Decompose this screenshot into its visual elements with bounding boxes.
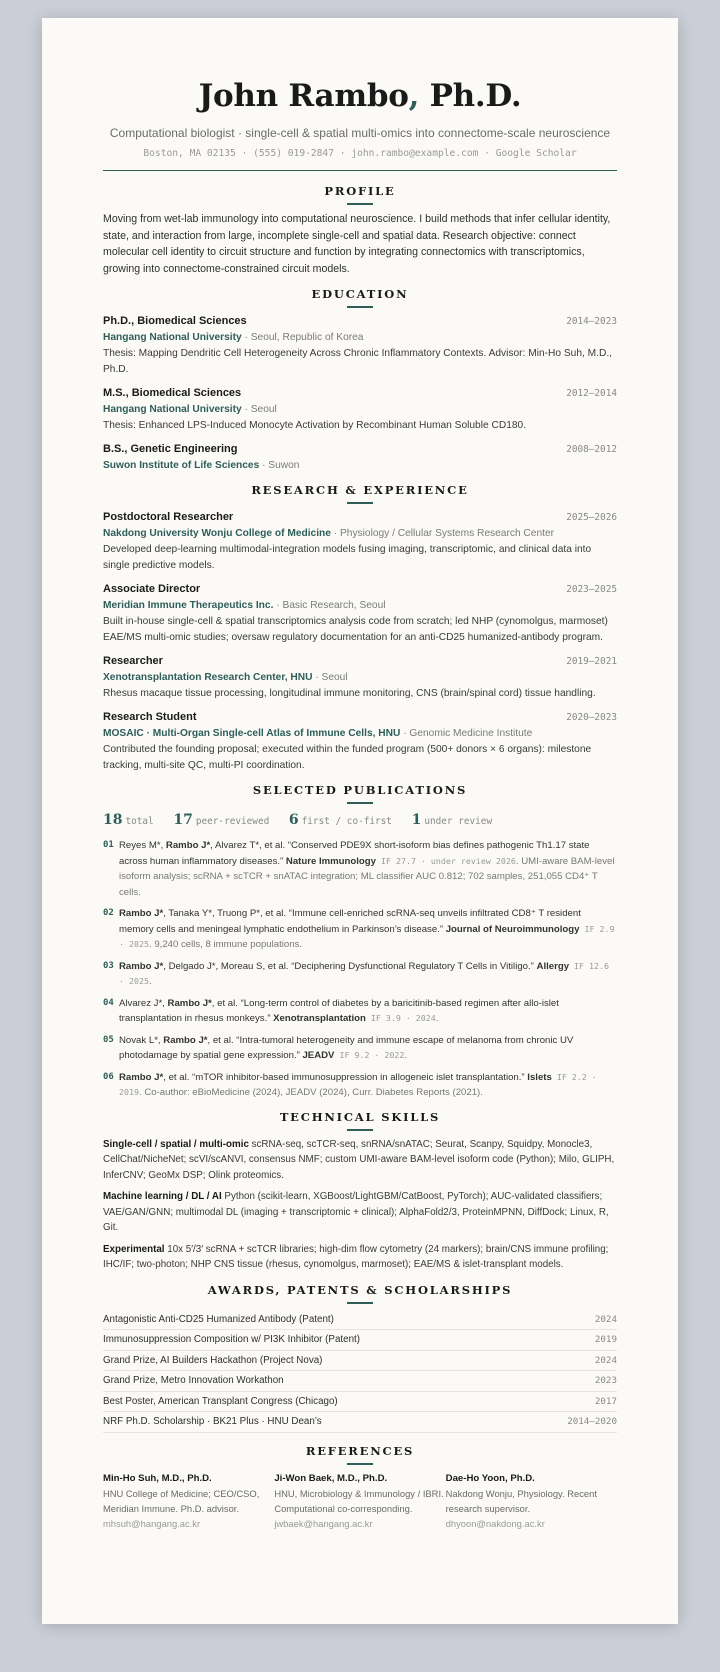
- entry-title: Research Student: [103, 711, 197, 723]
- contact-sep: ·: [235, 148, 254, 159]
- section-heading-skills: [103, 1109, 617, 1131]
- section-underline: [347, 1129, 373, 1131]
- publication-item: [103, 959, 617, 990]
- education-entry: [103, 313, 617, 378]
- section-title: REFERENCES: [305, 1443, 415, 1458]
- journal-meta: IF 2.2 · 2019: [119, 1071, 597, 1097]
- entry-description: Contributed the founding proposal; executed within the funded program (500+ donors × 6 organs): milestone tracking, multi-site QC, multi-PI coordination.: [103, 744, 592, 771]
- google-scholar-link[interactable]: Google Scholar: [495, 148, 577, 159]
- tagline: Computational biologist · single-cell & spatial multi-omics into connectome-scale neuroscience: [109, 126, 611, 140]
- stat-under-review: [411, 812, 493, 828]
- education-entry: [103, 441, 617, 474]
- award-row: [103, 1330, 617, 1351]
- authors-title: , et al. “Intra-tumoral heterogeneity and immune escape of melanoma from chronic UV photodamage by spatial gene expression.”: [119, 1034, 574, 1061]
- award-label: Grand Prize, Metro Innovation Workathon: [103, 1375, 284, 1386]
- entry-dates: 2008–2012: [566, 444, 617, 455]
- section-underline: [347, 502, 373, 504]
- entry-org: [103, 670, 617, 686]
- authors-before: Reyes M*,: [119, 840, 166, 851]
- reference-affiliation: Nakdong Wonju, Physiology. Recent research supervisor.: [445, 1487, 597, 1514]
- publication-number: 05: [103, 1034, 114, 1045]
- entry-org: [103, 402, 617, 418]
- reference-name: Dae-Ho Yoon, Ph.D.: [445, 1472, 535, 1484]
- org-location: · Seoul: [241, 404, 277, 415]
- section-title: PROFILE: [324, 184, 396, 198]
- entry-dates: 2025–2026: [566, 512, 617, 523]
- entry-org: [103, 726, 617, 742]
- org-location: · Basic Research, Seoul: [273, 600, 386, 611]
- org-location: · Genomic Medicine Institute: [400, 728, 533, 739]
- author-self: Rambo J*: [119, 908, 164, 919]
- award-row: [103, 1351, 617, 1372]
- publication-note: . Co-author: eBioMedicine (2024), JEADV (2024), Curr. Diabetes Reports (2021).: [138, 1087, 483, 1098]
- section-heading-awards: [103, 1282, 617, 1304]
- award-row: [103, 1412, 617, 1433]
- entry-description: Developed deep-learning multimodal-integration models fusing imaging, transcriptomic, and clinical data into single predictive models.: [103, 544, 592, 571]
- stat-first-author: [288, 812, 392, 828]
- section-title: AWARDS, PATENTS & SCHOLARSHIPS: [207, 1282, 513, 1297]
- section-heading-education: [103, 286, 617, 308]
- section-underline: [347, 306, 373, 308]
- org-location: · Seoul, Republic of Korea: [241, 332, 364, 343]
- journal-name: Xenotransplantation: [273, 1013, 366, 1024]
- entry-description: Rhesus macaque tissue processing, longitudinal immune monitoring, CNS (brain/spinal cord) tissue handling.: [103, 688, 596, 699]
- reference-affiliation: HNU, Microbiology & Immunology / IBRI. Computational co-corresponding.: [274, 1487, 444, 1514]
- section-title: RESEARCH & EXPERIENCE: [251, 483, 469, 497]
- skill-group: [103, 1242, 617, 1273]
- award-label: Grand Prize, AI Builders Hackathon (Project Nova): [103, 1354, 323, 1366]
- entry-org: [103, 598, 617, 614]
- stat-label: total: [125, 816, 154, 827]
- reference-affiliation: HNU College of Medicine; CEO/CSO, Meridian Immune. Ph.D. advisor.: [103, 1487, 260, 1514]
- publication-item: [103, 838, 617, 900]
- section-underline: [347, 802, 373, 804]
- section-title: SELECTED PUBLICATIONS: [252, 783, 468, 797]
- journal-name: JEADV: [302, 1050, 335, 1061]
- publication-number: 02: [103, 908, 114, 918]
- skill-group: [103, 1137, 617, 1184]
- entry-title: Postdoctoral Researcher: [103, 511, 234, 523]
- award-year: 2023: [594, 1375, 617, 1386]
- publication-number: 04: [103, 997, 114, 1008]
- entry-org: [103, 458, 617, 474]
- author-self: Rambo J*: [119, 960, 164, 972]
- award-label: Immunosuppression Composition w/ PI3K Inhibitor (Patent): [103, 1334, 361, 1345]
- resume-page: [42, 18, 678, 1624]
- publication-item: [103, 1033, 617, 1064]
- section-underline: [347, 203, 373, 205]
- publication-item: [103, 996, 617, 1027]
- authors-title: , et al. “Long-term control of diabetes by a baricitinib-based regimen after allo-islet transplantation in rhesus monkeys.”: [119, 997, 559, 1024]
- stat-peer-reviewed: [173, 812, 270, 828]
- contact-phone: (555) 019-2847: [253, 148, 334, 159]
- entry-title: Researcher: [103, 655, 163, 667]
- journal-meta: IF 27.7 · under review 2026: [375, 855, 516, 866]
- skill-label: Experimental: [103, 1243, 165, 1255]
- section-title: EDUCATION: [311, 287, 409, 301]
- journal-meta: IF 12.6 · 2025: [119, 960, 610, 986]
- contact-location: Boston, MA 02135: [143, 148, 236, 159]
- publication-item: [103, 1070, 617, 1101]
- resume-content: [103, 18, 617, 1531]
- publication-citation: [103, 959, 617, 990]
- skill-group: [103, 1189, 617, 1236]
- org-location: · Seoul: [312, 672, 348, 683]
- publication-citation: [103, 838, 617, 900]
- experience-entry: [103, 653, 617, 702]
- publication-note: .: [404, 1050, 408, 1061]
- award-year: 2019: [594, 1334, 617, 1345]
- publication-note: .: [435, 1013, 439, 1024]
- entry-dates: 2023–2025: [566, 584, 617, 595]
- journal-name: Islets: [527, 1071, 552, 1083]
- section-heading-experience: [103, 482, 617, 504]
- authors-title: , Alvarez T*, et al. “Conserved PDE9X short-isoform bias defines pathogenic Th1.17 state across human inflammatory diseases.”: [119, 840, 590, 867]
- entry-dates: 2014–2023: [566, 316, 617, 327]
- entry-title: Associate Director: [103, 583, 201, 595]
- entry-title: B.S., Genetic Engineering: [103, 443, 238, 455]
- award-row: [103, 1371, 617, 1392]
- org-name: Nakdong University Wonju College of Medicine: [103, 528, 331, 539]
- skill-label: Single-cell / spatial / multi-omic: [103, 1138, 249, 1150]
- contact-sep: ·: [478, 148, 496, 159]
- stat-label: peer-reviewed: [195, 816, 270, 827]
- reference-name: Ji-Won Baek, M.D., Ph.D.: [274, 1472, 388, 1484]
- references-row: [103, 1471, 617, 1531]
- publication-item: [103, 906, 617, 953]
- author-self: Rambo J*: [119, 1071, 164, 1083]
- publication-note: . 9,240 cells, 8 immune populations.: [148, 939, 303, 950]
- skill-text: 10x 5′/3′ scRNA + scTCR libraries; high-dim flow cytometry (24 markers); brain/CNS immune profiling; IHC/IF; two-photon; NHP CNS tissue (rhesus, cynomolgus, marmoset); EAE/MS & islet-transplant models.: [103, 1243, 609, 1270]
- entry-dates: 2019–2021: [566, 656, 617, 667]
- name-comma: ,: [408, 78, 420, 114]
- journal-name: Nature Immunology: [285, 855, 376, 867]
- award-label: Antagonistic Anti-CD25 Humanized Antibody (Patent): [103, 1313, 334, 1325]
- org-name: Hangang National University: [103, 404, 242, 415]
- entry-dates: 2012–2014: [566, 388, 617, 399]
- experience-entry: [103, 709, 617, 774]
- award-label: NRF Ph.D. Scholarship · BK21 Plus · HNU Dean’s: [103, 1416, 322, 1427]
- award-year: 2014–2020: [567, 1416, 617, 1427]
- authors-title: , Delgado J*, Moreau S, et al. “Deciphering Dysfunctional Regulatory T Cells in Vitiligo.”: [163, 960, 537, 972]
- entry-title: Ph.D., Biomedical Sciences: [103, 315, 247, 327]
- entry-title: M.S., Biomedical Sciences: [103, 387, 242, 399]
- author-self: Rambo J*: [163, 1034, 208, 1046]
- section-underline: [347, 1463, 373, 1465]
- reference-card: [274, 1471, 445, 1531]
- stat-number: 1: [411, 812, 422, 828]
- publication-citation: [103, 1070, 617, 1101]
- publication-stats: [103, 810, 617, 832]
- publication-number: 01: [103, 840, 114, 850]
- entry-org: [103, 526, 617, 542]
- section-underline: [347, 1302, 373, 1304]
- journal-name: Journal of Neuroimmunology: [445, 923, 580, 935]
- authors-title: , et al. “mTOR inhibitor-based immunosuppression in allogeneic islet transplantation.”: [163, 1071, 528, 1083]
- org-location: · Suwon: [259, 460, 300, 471]
- publication-number: 06: [103, 1071, 114, 1082]
- org-name: Meridian Immune Therapeutics Inc.: [103, 600, 274, 611]
- contact-line: [103, 145, 617, 163]
- authors-before: Novak L*,: [119, 1034, 164, 1046]
- author-self: Rambo J*: [167, 997, 212, 1009]
- candidate-name: [103, 75, 617, 117]
- award-row: [103, 1310, 617, 1331]
- education-entry: [103, 385, 617, 434]
- stat-total: [103, 812, 154, 828]
- journal-meta: IF 2.9 · 2025: [119, 923, 615, 949]
- org-location: · Physiology / Cellular Systems Research Center: [330, 528, 555, 539]
- publication-note: .: [148, 976, 152, 987]
- reference-email[interactable]: mhsuh@hangang.ac.kr: [103, 1517, 201, 1529]
- stat-label: under review: [424, 816, 493, 827]
- award-year: 2024: [594, 1354, 617, 1366]
- author-self: Rambo J*: [165, 840, 211, 851]
- award-label: Best Poster, American Transplant Congress (Chicago): [103, 1395, 338, 1407]
- org-name: MOSAIC · Multi-Organ Single-cell Atlas of Immune Cells, HNU: [103, 728, 401, 739]
- award-year: 2024: [594, 1313, 617, 1325]
- authors-title: , Tanaka Y*, Truong P*, et al. “Immune cell-enriched scRNA-seq unveils infiltrated CD8⁺ T resident memory cells and meningeal lymphatic endothelium in Parkinson’s disease.”: [119, 908, 581, 935]
- reference-card: [103, 1471, 274, 1531]
- publication-citation: [103, 906, 617, 953]
- org-name: Xenotransplantation Research Center, HNU: [103, 672, 313, 683]
- stat-number: 18: [103, 812, 123, 828]
- header-divider: [103, 170, 617, 171]
- section-title: TECHNICAL SKILLS: [279, 1109, 441, 1124]
- reference-email[interactable]: dhyoon@nakdong.ac.kr: [445, 1517, 545, 1529]
- journal-meta: IF 9.2 · 2022: [334, 1050, 405, 1060]
- publication-number: 03: [103, 960, 114, 971]
- contact-email[interactable]: john.rambo@example.com: [351, 148, 479, 159]
- authors-before: Alvarez J*,: [119, 997, 168, 1009]
- award-row: [103, 1392, 617, 1413]
- reference-name: Min-Ho Suh, M.D., Ph.D.: [103, 1472, 212, 1484]
- award-year: 2017: [594, 1395, 617, 1407]
- reference-card: [446, 1471, 617, 1531]
- publication-citation: [103, 996, 617, 1027]
- entry-dates: 2020–2023: [566, 712, 617, 723]
- entry-description: Built in-house single-cell & spatial transcriptomics analysis code from scratch; led NHP (cynomolgus, marmoset) EAE/MS multi-omic studies; oversaw regulatory documentation for an anti-CD25 humanized-antibody program.: [103, 616, 608, 643]
- profile-text: Moving from wet-lab immunology into computational neuroscience. I build methods that infer cellular identity, state, and interaction from large, incomplete single-cell and spatial data. Research objective: connect molecular cell identity to circuit structure and function by integrating connectomics with transcriptomics, growing into connectome-constrained circuit models.: [103, 213, 611, 275]
- contact-sep: ·: [334, 148, 352, 159]
- section-heading-references: [103, 1443, 617, 1465]
- publication-note: . UMI-aware BAM-level isoform analysis; scRNA + scTCR + snATAC integration; ML classifier AUC 0.812; 702 samples, 251,055 CD4⁺ T cells.: [119, 855, 615, 898]
- journal-meta: IF 3.9 · 2024: [365, 1013, 436, 1023]
- section-heading-publications: [103, 782, 617, 804]
- stat-number: 6: [288, 812, 299, 828]
- name-main: John Rambo: [198, 78, 409, 114]
- reference-email[interactable]: jwbaek@hangang.ac.kr: [274, 1517, 373, 1529]
- publication-list: [103, 838, 617, 1101]
- experience-entry: [103, 581, 617, 646]
- org-name: Suwon Institute of Life Sciences: [103, 460, 260, 471]
- experience-entry: [103, 509, 617, 574]
- org-name: Hangang National University: [103, 332, 242, 343]
- awards-list: [103, 1310, 617, 1433]
- stat-number: 17: [173, 812, 193, 828]
- skill-text: Python (scikit-learn, XGBoost/LightGBM/CatBoost, PyTorch); AUC-validated classifiers; VAE/GAN/GNN; multimodal DL (imaging + transcriptomic + clinical); AlphaFold2/3, ProteinMPNN, DiffDock; Linux, R, Git.: [103, 1191, 609, 1233]
- skill-text: scRNA-seq, scTCR-seq, snRNA/snATAC; Seurat, Scanpy, Squidpy, Monocle3, CellChat/NicheNet; scVI/scANVI, consensus NMF; custom UMI-aware BAM-level isoform code (Python); Milo, GLIPH, InferCNV; GeoMx DSP; Olink proteomics.: [103, 1138, 615, 1181]
- journal-name: Allergy: [536, 960, 570, 972]
- entry-description: Thesis: Enhanced LPS-Induced Monocyte Activation by Recombinant Human Soluble CD180.: [103, 420, 527, 431]
- entry-org: [103, 330, 617, 346]
- publication-citation: [103, 1033, 617, 1064]
- skill-label: Machine learning / DL / AI: [103, 1191, 222, 1202]
- stat-label: first / co-first: [301, 816, 392, 827]
- entry-description: Thesis: Mapping Dendritic Cell Heterogeneity Across Chronic Inflammatory Contexts. Advisor: Min-Ho Suh, M.D., Ph.D.: [103, 348, 613, 375]
- section-heading-profile: [103, 183, 617, 205]
- name-suffix: Ph.D.: [419, 78, 522, 114]
